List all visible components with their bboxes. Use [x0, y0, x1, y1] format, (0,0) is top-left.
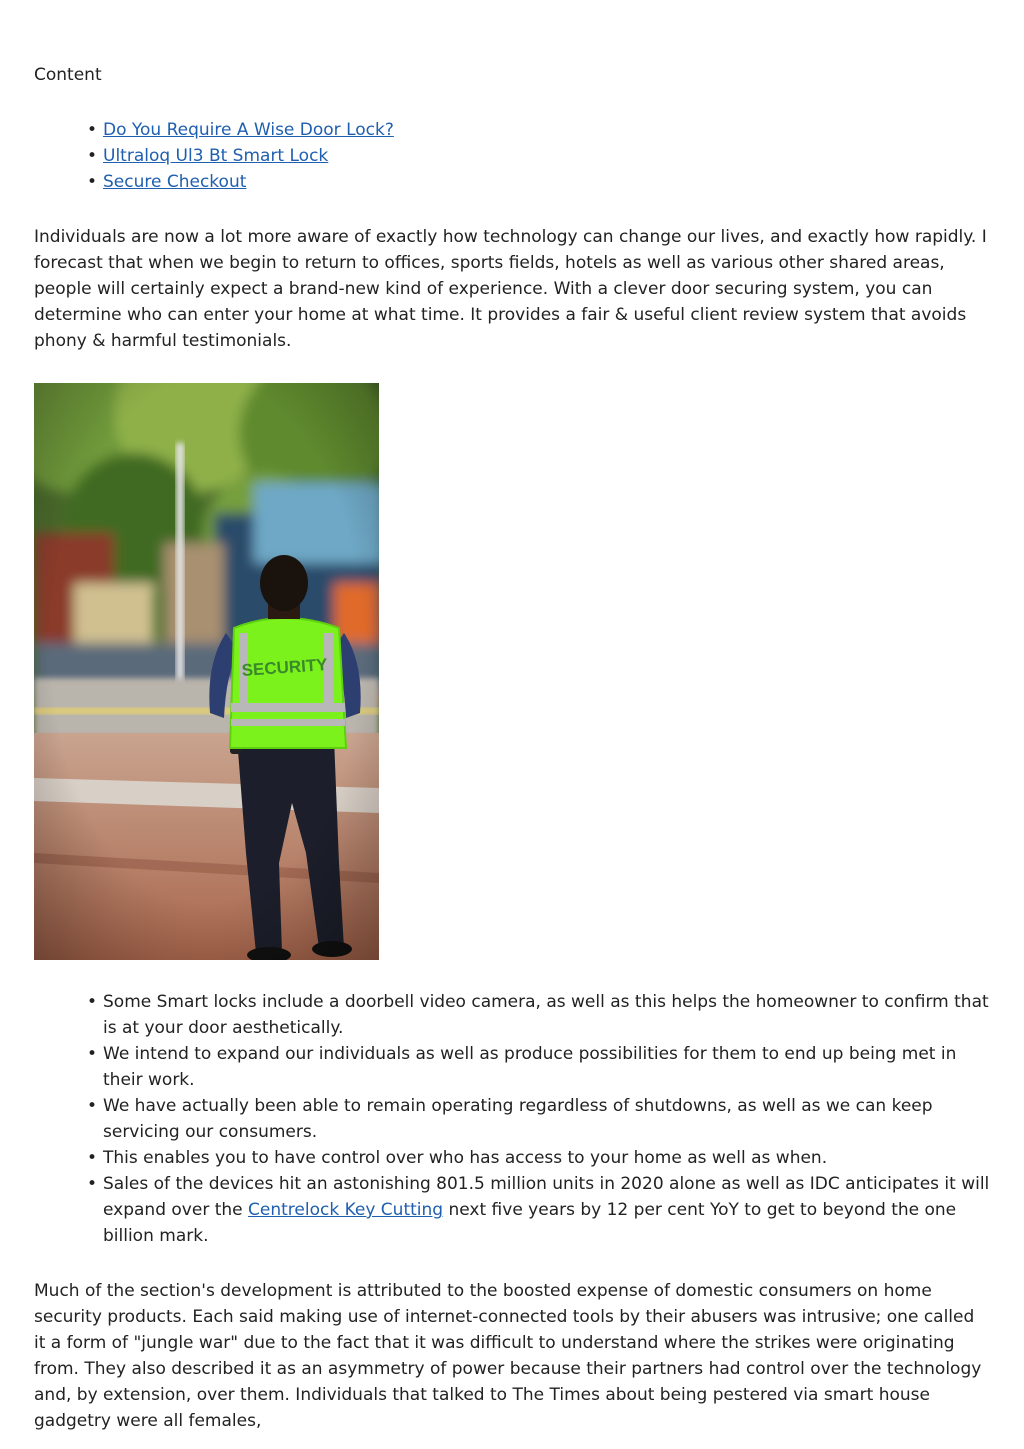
bullet-text-before: Sales of the devices hit an astonishing 801.5 million units in 2020 alone as well as IDC anticipates it will expand over the: [103, 1174, 990, 1220]
list-item: [103, 1171, 990, 1249]
toc-link-secure-checkout[interactable]: Secure Checkout: [103, 172, 247, 192]
list-item: • We have actually been able to remain operating regardless of shutdowns, as well as we can keep servicing our consumers.: [103, 1093, 990, 1145]
bullet-text-after: next five years by 12 per cent YoY to get to beyond the one billion mark.: [103, 1200, 957, 1246]
content-heading: Content: [34, 65, 102, 85]
centrelock-key-cutting-link[interactable]: Centrelock Key Cutting: [248, 1200, 444, 1220]
list-item: • This enables you to have control over who has access to your home as well as when.: [103, 1145, 990, 1171]
table-of-contents: [34, 117, 990, 195]
feature-bullets: [34, 989, 990, 1249]
toc-item: [103, 117, 990, 143]
closing-paragraph: Much of the section's development is attributed to the boosted expense of domestic consumers on home security products. Each said making use of internet-connected tools by their abusers was intrusive; one called it a form of "jungle war" due to the fact that it was difficult to understand where the strikes were originating from. They also described it as an asymmetry of power because their partners had control over the technology and, by extension, over them. Individuals that talked to The Times about being pestered via smart house gadgetry were all females,: [34, 1281, 982, 1431]
toc-item: [103, 143, 990, 169]
toc-item: [103, 169, 990, 195]
toc-link-ultraloq[interactable]: Ultraloq Ul3 Bt Smart Lock: [103, 146, 329, 166]
list-item: • Some Smart locks include a doorbell video camera, as well as this helps the homeowner to confirm that is at your door aesthetically.: [103, 989, 990, 1041]
list-item: • We intend to expand our individuals as well as produce possibilities for them to end up being met in their work.: [103, 1041, 990, 1093]
toc-link-wise-door-lock[interactable]: Do You Require A Wise Door Lock?: [103, 120, 394, 140]
intro-paragraph: Individuals are now a lot more aware of exactly how technology can change our lives, and exactly how rapidly. I forecast that when we begin to return to offices, sports fields, hotels as well as various other shared areas, people will certainly expect a brand-new kind of experience. With a clever door securing system, you can determine who can enter your home at what time. It provides a fair & useful client review system that avoids phony & harmful testimonials.: [34, 227, 987, 351]
security-guard-photo: [34, 383, 379, 960]
document-page: [34, 62, 990, 1434]
